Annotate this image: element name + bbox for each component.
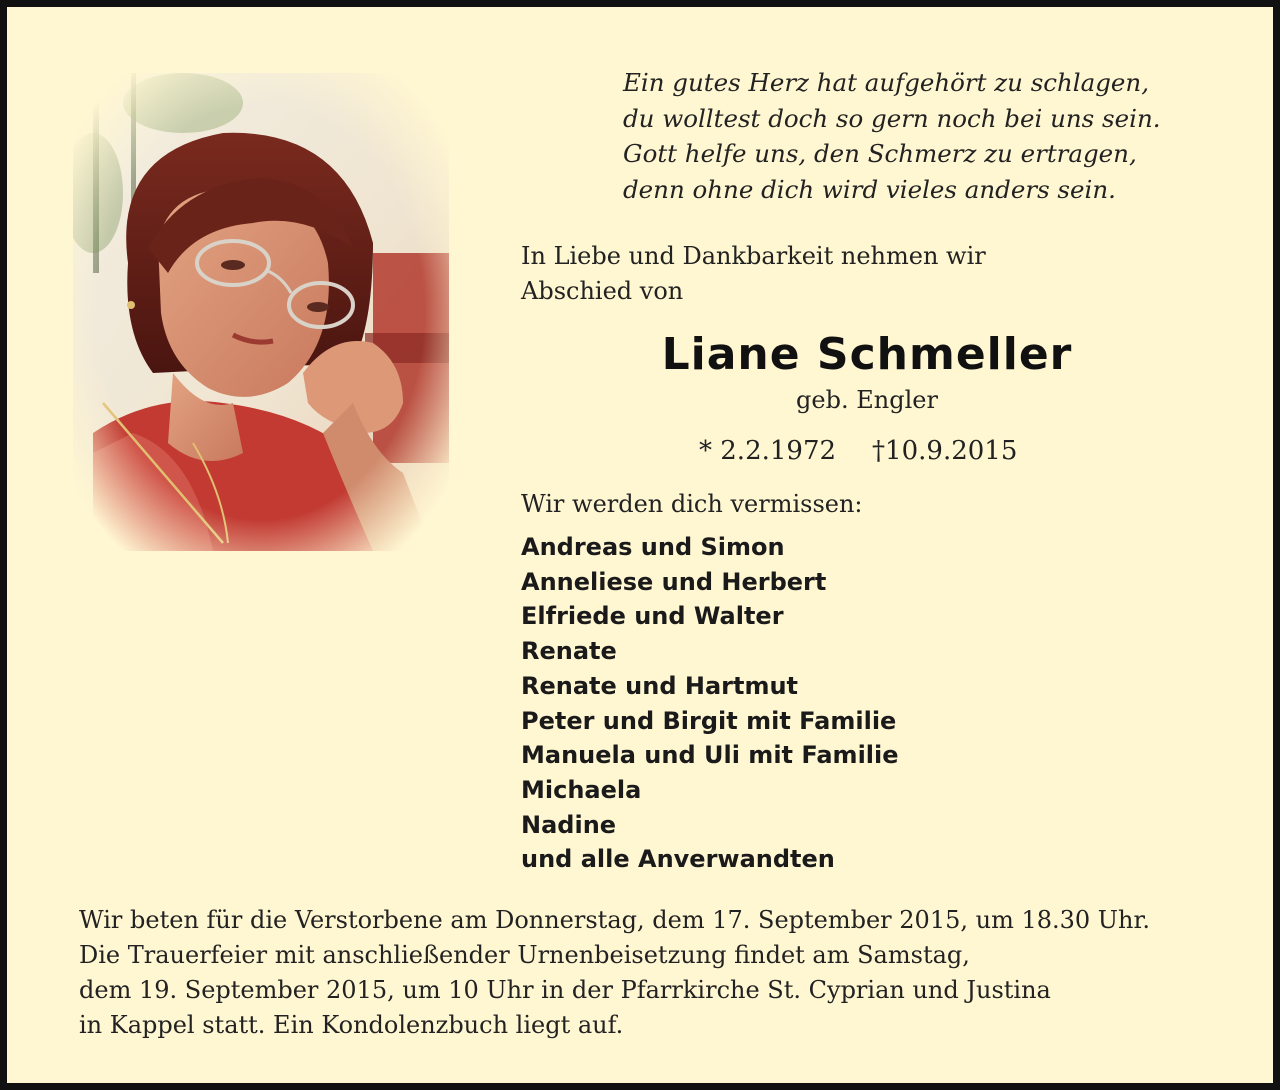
poem-line: denn ohne dich wird vieles anders sein. xyxy=(623,174,1116,204)
mourner: Renate und Hartmut xyxy=(521,671,799,700)
mourner: Elfriede und Walter xyxy=(521,602,784,631)
footer-line: Die Trauerfeier mit anschließender Urnenbeisetzung findet am Samstag, xyxy=(79,941,970,969)
mourner: Anneliese und Herbert xyxy=(521,567,827,596)
poem-line: Ein gutes Herz hat aufgehört zu schlagen, xyxy=(623,68,1149,97)
footer-line: dem 19. September 2015, um 10 Uhr in der Pfarrkirche St. Cyprian und Justina xyxy=(79,976,1051,1004)
mourner: Peter und Birgit mit Familie xyxy=(521,706,897,735)
portrait-photo xyxy=(73,73,449,551)
birth-name: geb. Engler xyxy=(796,386,938,414)
mourner: Nadine xyxy=(521,810,617,839)
deceased-name: Liane Schmeller xyxy=(661,329,1073,380)
farewell-intro xyxy=(521,239,1141,309)
mourner: Renate xyxy=(521,637,617,666)
service-details xyxy=(79,903,1259,1043)
intro-line: Abschied von xyxy=(521,277,684,305)
life-dates xyxy=(699,433,1119,469)
poem xyxy=(623,65,1243,207)
mourner: und alle Anverwandten xyxy=(521,845,835,874)
birth-date: * 2.2.1972 xyxy=(699,436,837,466)
footer-line: Wir beten für die Verstorbene am Donnerstag, dem 17. September 2015, um 18.30 Uhr. xyxy=(79,906,1150,934)
death-date: †10.9.2015 xyxy=(872,436,1018,466)
poem-line: Gott helfe uns, den Schmerz zu ertragen, xyxy=(623,139,1137,168)
mourner: Andreas und Simon xyxy=(521,533,785,561)
mourners-list xyxy=(521,530,1141,877)
footer-line: in Kappel statt. Ein Kondolenzbuch liegt auf. xyxy=(79,1011,624,1039)
missing-label: Wir werden dich vermissen: xyxy=(521,490,863,518)
mourner: Manuela und Uli mit Familie xyxy=(521,741,899,770)
mourner: Michaela xyxy=(521,775,642,804)
intro-line: In Liebe und Dankbarkeit nehmen wir xyxy=(521,242,986,270)
poem-line: du wolltest doch so gern noch bei uns sein. xyxy=(623,103,1161,133)
